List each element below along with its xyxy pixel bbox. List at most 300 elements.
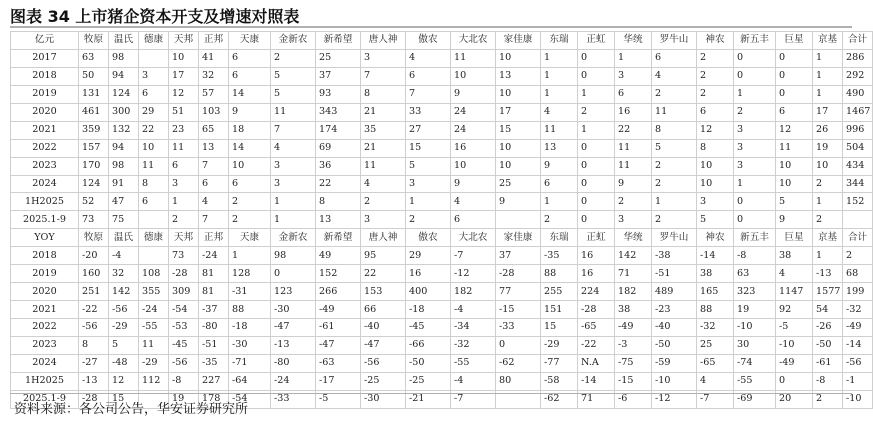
value-cell: -30	[271, 301, 316, 319]
header-cell: 金新农	[271, 32, 316, 50]
value-cell: 2	[652, 211, 697, 229]
value-cell: -4	[451, 301, 496, 319]
value-cell: 12	[776, 121, 813, 139]
value-cell: 3	[361, 211, 406, 229]
row-label-cell: 2020	[11, 103, 79, 121]
value-cell: -21	[406, 390, 451, 408]
value-cell: -54	[169, 301, 199, 319]
value-cell: -1	[843, 372, 873, 390]
yoy-row	[11, 265, 873, 283]
value-cell: 15	[406, 139, 451, 157]
value-cell: 2	[843, 247, 873, 265]
value-cell: -62	[496, 354, 541, 372]
value-cell: -35	[199, 354, 229, 372]
value-cell: -17	[316, 372, 361, 390]
value-cell: -10	[652, 372, 697, 390]
value-cell: -32	[451, 336, 496, 354]
value-cell: 15	[496, 121, 541, 139]
value-cell: 1	[169, 193, 199, 211]
value-cell: 3	[271, 175, 316, 193]
value-cell: 309	[169, 283, 199, 301]
value-cell: -56	[361, 354, 406, 372]
value-cell: 142	[109, 283, 139, 301]
value-cell: 178	[199, 390, 229, 408]
value-cell: -65	[578, 319, 615, 337]
yoy-row	[11, 301, 873, 319]
value-cell: 2	[697, 85, 734, 103]
value-cell: -12	[451, 265, 496, 283]
row-label-cell: 2025.1-9	[11, 211, 79, 229]
value-cell: -4	[451, 372, 496, 390]
value-cell: 23	[169, 121, 199, 139]
source-rule	[10, 393, 852, 394]
value-cell: 1	[541, 67, 578, 85]
value-cell: 0	[734, 211, 776, 229]
row-label-cell: 1H2025	[11, 372, 79, 390]
value-cell: 57	[199, 85, 229, 103]
value-cell: -30	[229, 336, 271, 354]
value-cell: -6	[615, 390, 652, 408]
value-cell: 1	[813, 247, 843, 265]
header-cell: 正邦	[199, 32, 229, 50]
title-rule	[10, 26, 852, 28]
value-cell: -22	[578, 336, 615, 354]
header-cell: 傲农	[406, 229, 451, 247]
value-cell: 71	[615, 265, 652, 283]
value-cell: 182	[451, 283, 496, 301]
value-cell: 10	[697, 175, 734, 193]
row-label-cell: 2018	[11, 67, 79, 85]
value-cell: 0	[578, 175, 615, 193]
value-cell: 3	[615, 211, 652, 229]
value-cell: 9	[776, 211, 813, 229]
value-cell: 81	[199, 283, 229, 301]
value-cell: 1	[578, 121, 615, 139]
value-cell: 199	[843, 283, 873, 301]
value-cell: -24	[139, 301, 169, 319]
value-cell: 2	[652, 157, 697, 175]
header-cell: YOY	[11, 229, 79, 247]
value-cell: -14	[843, 336, 873, 354]
value-cell: -24	[271, 372, 316, 390]
value-cell: 63	[79, 49, 109, 67]
value-cell: -56	[79, 319, 109, 337]
value-cell: -45	[169, 336, 199, 354]
capex-row	[11, 139, 873, 157]
row-label-cell: 2023	[11, 157, 79, 175]
value-cell: 2	[229, 193, 271, 211]
value-cell: 30	[734, 336, 776, 354]
value-cell: 65	[199, 121, 229, 139]
value-cell: 7	[199, 157, 229, 175]
yoy-row	[11, 283, 873, 301]
value-cell: 0	[496, 336, 541, 354]
value-cell: 22	[139, 121, 169, 139]
value-cell: 266	[316, 283, 361, 301]
row-label-cell: 1H2025	[11, 193, 79, 211]
header-cell: 新希望	[316, 32, 361, 50]
value-cell: 131	[79, 85, 109, 103]
source-note: 资料来源：各公司公告，华安证券研究所	[14, 402, 249, 417]
value-cell: 6	[652, 49, 697, 67]
value-cell: 355	[139, 283, 169, 301]
value-cell: 11	[652, 103, 697, 121]
value-cell: -59	[652, 354, 697, 372]
value-cell: 434	[843, 157, 873, 175]
value-cell: -30	[361, 390, 406, 408]
value-cell: 1	[734, 85, 776, 103]
value-cell: 7	[271, 121, 316, 139]
value-cell: 2	[541, 211, 578, 229]
header-cell: 正邦	[199, 229, 229, 247]
value-cell: 4	[776, 265, 813, 283]
header-cell: 天邦	[169, 229, 199, 247]
value-cell: -24	[199, 247, 229, 265]
value-cell: 52	[79, 193, 109, 211]
value-cell: 227	[199, 372, 229, 390]
header-cell: 新五丰	[734, 229, 776, 247]
value-cell: 996	[843, 121, 873, 139]
value-cell	[843, 211, 873, 229]
value-cell: 1	[229, 247, 271, 265]
value-cell: -13	[813, 265, 843, 283]
value-cell: -13	[271, 336, 316, 354]
value-cell: 11	[169, 139, 199, 157]
value-cell: 3	[615, 67, 652, 85]
value-cell: 170	[79, 157, 109, 175]
header-cell: 德康	[139, 229, 169, 247]
value-cell: 98	[271, 247, 316, 265]
value-cell: 6	[406, 67, 451, 85]
value-cell: 1147	[776, 283, 813, 301]
value-cell: -29	[541, 336, 578, 354]
capex-row	[11, 175, 873, 193]
value-cell: 0	[578, 211, 615, 229]
yoy-row	[11, 336, 873, 354]
value-cell: -3	[615, 336, 652, 354]
value-cell: -51	[652, 265, 697, 283]
value-cell: 12	[109, 372, 139, 390]
value-cell: 4	[652, 67, 697, 85]
value-cell: 16	[451, 139, 496, 157]
value-cell: 4	[361, 175, 406, 193]
value-cell: 5	[271, 67, 316, 85]
value-cell: 2	[652, 85, 697, 103]
value-cell: -47	[316, 336, 361, 354]
header-cell: 巨星	[776, 229, 813, 247]
value-cell: 0	[776, 67, 813, 85]
value-cell: -66	[406, 336, 451, 354]
value-cell: -51	[199, 336, 229, 354]
value-cell: 286	[843, 49, 873, 67]
value-cell: -13	[79, 372, 109, 390]
row-label-cell: 2019	[11, 265, 79, 283]
value-cell: 5	[652, 139, 697, 157]
value-cell: 29	[139, 103, 169, 121]
value-cell: 69	[316, 139, 361, 157]
value-cell: 132	[109, 121, 139, 139]
value-cell: 152	[316, 265, 361, 283]
value-cell: 4	[451, 193, 496, 211]
value-cell: 92	[776, 301, 813, 319]
value-cell: 94	[109, 67, 139, 85]
value-cell: 80	[496, 372, 541, 390]
value-cell: 71	[578, 390, 615, 408]
value-cell: -20	[79, 247, 109, 265]
value-cell: 6	[776, 103, 813, 121]
value-cell: 6	[615, 85, 652, 103]
value-cell: 3	[361, 49, 406, 67]
value-cell: 9	[229, 103, 271, 121]
header-cell: 京基	[813, 32, 843, 50]
value-cell: -54	[229, 390, 271, 408]
value-cell: 35	[361, 121, 406, 139]
value-cell: 2	[813, 390, 843, 408]
value-cell: -15	[615, 372, 652, 390]
header-cell: 大北农	[451, 229, 496, 247]
value-cell: 174	[316, 121, 361, 139]
value-cell: -34	[451, 319, 496, 337]
value-cell: -58	[541, 372, 578, 390]
value-cell: 63	[734, 265, 776, 283]
value-cell: 6	[451, 211, 496, 229]
value-cell: -5	[776, 319, 813, 337]
table-body	[11, 32, 873, 409]
value-cell: 1	[541, 85, 578, 103]
value-cell: 17	[813, 103, 843, 121]
capex-row	[11, 49, 873, 67]
value-cell: 11	[451, 49, 496, 67]
row-label-cell: 2024	[11, 354, 79, 372]
value-cell: 38	[697, 265, 734, 283]
header-cell: 华统	[615, 32, 652, 50]
value-cell: 66	[361, 301, 406, 319]
value-cell: -63	[316, 354, 361, 372]
value-cell: 0	[578, 139, 615, 157]
row-label-cell: 2023	[11, 336, 79, 354]
value-cell: 6	[139, 85, 169, 103]
value-cell: N.A	[578, 354, 615, 372]
header-cell: 亿元	[11, 32, 79, 50]
value-cell: 7	[361, 67, 406, 85]
value-cell: 4	[406, 49, 451, 67]
value-cell: 19	[734, 301, 776, 319]
value-cell: -29	[139, 354, 169, 372]
value-cell: 0	[776, 85, 813, 103]
value-cell: 0	[734, 67, 776, 85]
value-cell: 3	[734, 121, 776, 139]
value-cell: 19	[813, 139, 843, 157]
value-cell: 8	[697, 139, 734, 157]
value-cell: -50	[813, 336, 843, 354]
value-cell: 27	[406, 121, 451, 139]
value-cell: -10	[843, 390, 873, 408]
value-cell: 26	[813, 121, 843, 139]
value-cell: 4	[199, 193, 229, 211]
value-cell: 54	[813, 301, 843, 319]
yoy-row	[11, 354, 873, 372]
value-cell: -49	[316, 301, 361, 319]
value-cell: -28	[169, 265, 199, 283]
value-cell: 112	[139, 372, 169, 390]
value-cell	[139, 211, 169, 229]
yoy-row	[11, 247, 873, 265]
value-cell: 73	[169, 247, 199, 265]
value-cell: -38	[652, 247, 697, 265]
value-cell: -35	[541, 247, 578, 265]
value-cell: 108	[139, 265, 169, 283]
yoy-row	[11, 372, 873, 390]
capex-row	[11, 85, 873, 103]
value-cell: 11	[361, 157, 406, 175]
value-cell: 47	[109, 193, 139, 211]
value-cell: 88	[697, 301, 734, 319]
value-cell: 504	[843, 139, 873, 157]
value-cell: 22	[316, 175, 361, 193]
value-cell: 32	[109, 265, 139, 283]
value-cell: 1467	[843, 103, 873, 121]
value-cell: 7	[199, 211, 229, 229]
value-cell: -22	[79, 301, 109, 319]
value-cell: -55	[139, 319, 169, 337]
value-cell: -8	[734, 247, 776, 265]
value-cell: 49	[316, 247, 361, 265]
value-cell: 400	[406, 283, 451, 301]
value-cell: 153	[361, 283, 406, 301]
header-cell: 牧原	[79, 229, 109, 247]
value-cell: -28	[496, 265, 541, 283]
value-cell: 24	[451, 121, 496, 139]
value-cell: 16	[578, 265, 615, 283]
value-cell: 51	[169, 103, 199, 121]
value-cell: -71	[229, 354, 271, 372]
value-cell	[139, 49, 169, 67]
value-cell: 5	[776, 193, 813, 211]
value-cell: -61	[813, 354, 843, 372]
value-cell: 15	[541, 319, 578, 337]
value-cell: 10	[451, 157, 496, 175]
value-cell: 2	[229, 211, 271, 229]
value-cell	[139, 247, 169, 265]
value-cell: 18	[229, 121, 271, 139]
value-cell: -61	[316, 319, 361, 337]
value-cell: 4	[271, 139, 316, 157]
value-cell: 3	[697, 193, 734, 211]
value-cell: 157	[79, 139, 109, 157]
value-cell: 2	[615, 193, 652, 211]
value-cell: 10	[169, 49, 199, 67]
value-cell: 21	[361, 103, 406, 121]
value-cell: 1	[406, 193, 451, 211]
header-cell: 东瑞	[541, 32, 578, 50]
row-label-cell: 2025.1-9	[11, 390, 79, 408]
value-cell: 255	[541, 283, 578, 301]
value-cell: 11	[139, 157, 169, 175]
value-cell: -14	[578, 372, 615, 390]
header-cell: 神农	[697, 32, 734, 50]
value-cell: 2	[813, 175, 843, 193]
value-cell: 123	[271, 283, 316, 301]
value-cell: 11	[615, 157, 652, 175]
value-cell: 94	[109, 139, 139, 157]
value-cell: 22	[361, 265, 406, 283]
capex-row	[11, 157, 873, 175]
value-cell: 17	[496, 103, 541, 121]
value-cell: 2	[813, 211, 843, 229]
value-cell	[496, 211, 541, 229]
value-cell: -7	[451, 390, 496, 408]
value-cell: 88	[541, 265, 578, 283]
value-cell: 8	[316, 193, 361, 211]
value-cell: -32	[697, 319, 734, 337]
value-cell: -53	[169, 319, 199, 337]
header-cell: 京基	[813, 229, 843, 247]
value-cell: 9	[496, 193, 541, 211]
value-cell: 8	[139, 175, 169, 193]
value-cell: 2	[734, 103, 776, 121]
value-cell: 489	[652, 283, 697, 301]
header-cell: 神农	[697, 229, 734, 247]
value-cell: 14	[229, 85, 271, 103]
value-cell: 4	[541, 103, 578, 121]
value-cell: -48	[109, 354, 139, 372]
value-cell: 3	[271, 157, 316, 175]
value-cell: -55	[451, 354, 496, 372]
value-cell: 151	[541, 301, 578, 319]
value-cell: 91	[109, 175, 139, 193]
value-cell: 1	[578, 85, 615, 103]
value-cell: 5	[406, 157, 451, 175]
value-cell: 6	[199, 175, 229, 193]
value-cell: -62	[541, 390, 578, 408]
header-cell: 天邦	[169, 32, 199, 50]
value-cell: 36	[316, 157, 361, 175]
value-cell: 41	[199, 49, 229, 67]
value-cell: 6	[697, 103, 734, 121]
value-cell: 1	[734, 175, 776, 193]
value-cell: 11	[615, 139, 652, 157]
value-cell: 490	[843, 85, 873, 103]
value-cell: -28	[578, 301, 615, 319]
value-cell: 0	[776, 372, 813, 390]
value-cell: 0	[578, 67, 615, 85]
value-cell: 10	[776, 157, 813, 175]
value-cell: -37	[199, 301, 229, 319]
value-cell: 165	[697, 283, 734, 301]
value-cell: 3	[139, 67, 169, 85]
value-cell: -7	[697, 390, 734, 408]
value-cell: 10	[496, 139, 541, 157]
value-cell: 2	[697, 67, 734, 85]
value-cell: 98	[109, 157, 139, 175]
value-cell: 22	[615, 121, 652, 139]
value-cell: 292	[843, 67, 873, 85]
value-cell: 300	[109, 103, 139, 121]
value-cell: -49	[843, 319, 873, 337]
value-cell: -5	[316, 390, 361, 408]
value-cell: 224	[578, 283, 615, 301]
value-cell: 5	[271, 85, 316, 103]
value-cell: 2	[652, 175, 697, 193]
value-cell: 10	[776, 175, 813, 193]
value-cell: 68	[843, 265, 873, 283]
value-cell: 16	[578, 247, 615, 265]
header-cell: 华统	[615, 229, 652, 247]
value-cell: 10	[496, 157, 541, 175]
value-cell: 93	[316, 85, 361, 103]
capex-row	[11, 193, 873, 211]
value-cell: 10	[229, 157, 271, 175]
